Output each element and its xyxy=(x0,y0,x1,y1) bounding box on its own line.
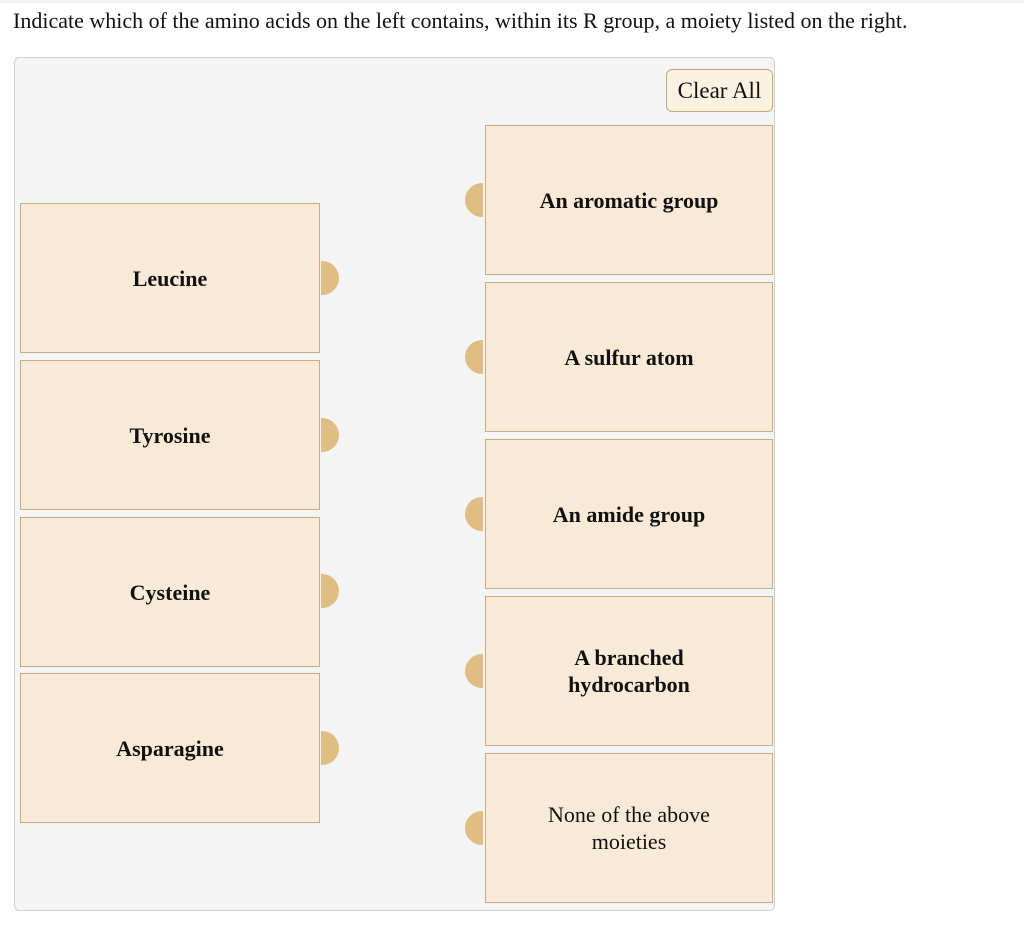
right-item-amide-group[interactable] xyxy=(485,439,773,589)
connector-socket-aromatic[interactable] xyxy=(465,183,483,217)
connector-socket-sulfur[interactable] xyxy=(465,340,483,374)
matching-workspace xyxy=(14,57,775,911)
right-item-aromatic-group[interactable] xyxy=(485,125,773,275)
connector-handle-cysteine[interactable] xyxy=(321,574,339,608)
question-instructions: Indicate which of the amino acids on the left contains, within its R group, a moiety listed on the right. xyxy=(13,8,908,33)
connector-handle-asparagine[interactable] xyxy=(321,731,339,765)
left-item-cysteine[interactable] xyxy=(20,517,320,667)
connector-handle-leucine[interactable] xyxy=(321,261,339,295)
right-item-branched-hydrocarbon[interactable] xyxy=(485,596,773,746)
left-item-leucine[interactable] xyxy=(20,203,320,353)
left-item-tyrosine[interactable] xyxy=(20,360,320,510)
left-item-label: Cysteine xyxy=(129,579,211,605)
clear-all-button[interactable]: Clear All xyxy=(666,69,773,112)
right-item-label: An aromatic group xyxy=(539,187,719,213)
right-item-none-of-the-above[interactable] xyxy=(485,753,773,903)
right-item-label: None of the above moieties xyxy=(548,802,710,854)
connector-socket-none[interactable] xyxy=(465,811,483,845)
left-item-label: Tyrosine xyxy=(129,422,211,448)
left-item-label: Leucine xyxy=(132,265,208,291)
connector-handle-tyrosine[interactable] xyxy=(321,418,339,452)
connector-socket-branched[interactable] xyxy=(465,654,483,688)
right-item-label: A branched hydrocarbon xyxy=(568,645,690,697)
top-divider xyxy=(0,0,1024,3)
right-item-sulfur-atom[interactable] xyxy=(485,282,773,432)
left-item-asparagine[interactable] xyxy=(20,673,320,823)
connector-socket-amide[interactable] xyxy=(465,497,483,531)
right-item-label: A sulfur atom xyxy=(564,344,694,370)
left-item-label: Asparagine xyxy=(116,735,224,761)
right-item-label: An amide group xyxy=(552,501,706,527)
